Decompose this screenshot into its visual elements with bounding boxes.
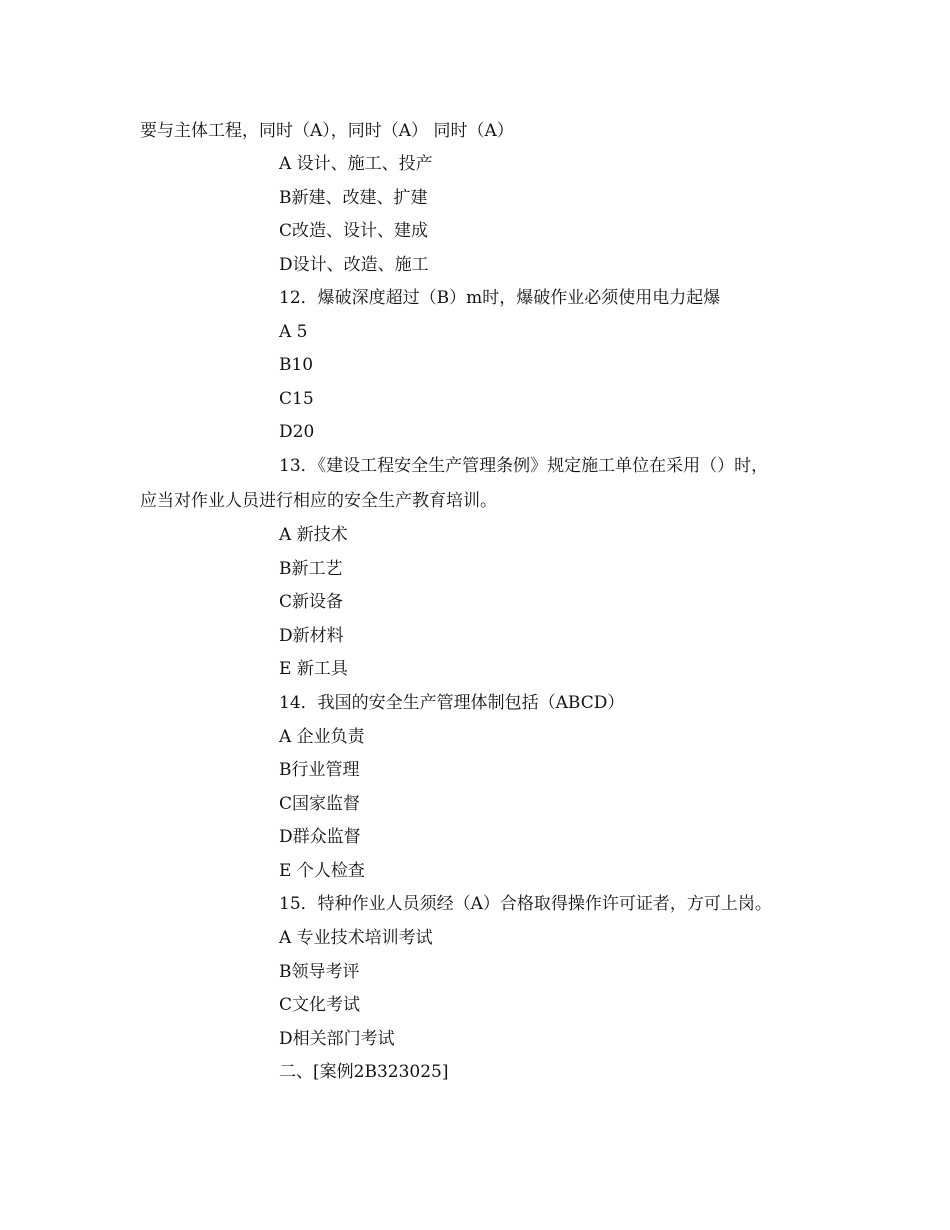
q14-option-c: C国家监督 — [279, 794, 361, 814]
q14-option-d: D群众监督 — [279, 827, 361, 847]
q15-option-c: C文化考试 — [279, 995, 361, 1015]
q13-stem-line1: 13．《建设工程安全生产管理条例》规定施工单位在采用（）时， — [279, 456, 769, 476]
q14-option-e: E 个人检查 — [279, 861, 365, 881]
q12-option-b: B10 — [279, 355, 314, 375]
q14-option-a: A 企业负责 — [279, 727, 365, 747]
q11-option-b: B新建、改建、扩建 — [279, 188, 428, 208]
q12-option-c: C15 — [279, 389, 314, 409]
section-heading: 二、[案例2B323025] — [279, 1062, 449, 1082]
q13-option-d: D新材料 — [279, 626, 344, 646]
q15-option-b: B领导考评 — [279, 962, 360, 982]
q12-stem: 12．爆破深度超过（B）m时，爆破作业必须使用电力起爆 — [279, 288, 721, 308]
q12-option-d: D20 — [279, 422, 315, 442]
q13-option-b: B新工艺 — [279, 559, 343, 579]
q14-option-b: B行业管理 — [279, 760, 360, 780]
q15-option-d: D相关部门考试 — [279, 1029, 395, 1049]
q11-option-c: C改造、设计、建成 — [279, 221, 429, 241]
q14-stem: 14．我国的安全生产管理体制包括（ABCD） — [279, 693, 625, 713]
q13-option-e: E 新工具 — [279, 659, 348, 679]
q12-option-a: A 5 — [279, 322, 308, 342]
q13-option-c: C新设备 — [279, 592, 344, 612]
q11-continuation: 要与主体工程，同时（A），同时（A） 同时（A） — [140, 121, 514, 141]
q15-stem: 15．特种作业人员须经（A）合格取得操作许可证者，方可上岗。 — [279, 894, 772, 914]
q13-stem-line2: 应当对作业人员进行相应的安全生产教育培训。 — [140, 491, 497, 511]
q15-option-a: A 专业技术培训考试 — [279, 928, 433, 948]
q13-option-a: A 新技术 — [279, 525, 348, 545]
q11-option-d: D设计、改造、施工 — [279, 255, 429, 275]
q11-option-a: A 设计、施工、投产 — [279, 154, 433, 174]
